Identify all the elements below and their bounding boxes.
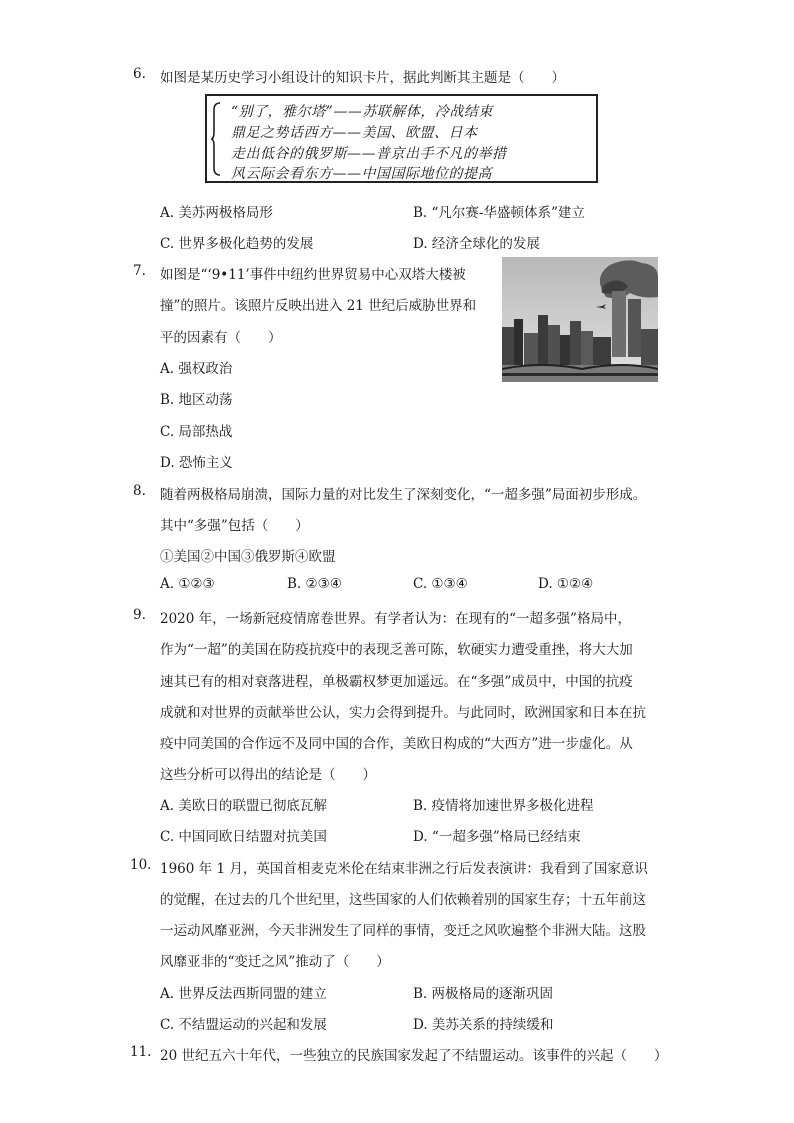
question-8-stem-line-3: ①美国②中国③俄罗斯④欧盟 — [160, 549, 336, 565]
q7-option-b[interactable]: B. 地区动荡 — [160, 392, 233, 408]
card-line-4: 风云际会看东方——中国国际地位的提高 — [231, 166, 492, 182]
q6-option-a[interactable]: A. 美苏两极格局形 — [160, 205, 273, 221]
question-10-stem-line-3: 一运动风靡亚洲，今天非洲发生了同样的事情，变迁之风吹遍整个非洲大陆。这股 — [160, 923, 646, 939]
question-6-number: 6. — [133, 66, 146, 82]
wtc-photo-illustration — [502, 257, 658, 382]
q10-option-c[interactable]: C. 不结盟运动的兴起和发展 — [160, 1017, 327, 1033]
question-9-stem-line-5: 疫中同美国的合作远不及同中国的合作，美欧日构成的“大西方”进一步虚化。从 — [160, 736, 633, 752]
q7-option-d[interactable]: D. 恐怖主义 — [160, 455, 233, 471]
question-7-stem-line-1: 如图是“‘9•11’事件中纽约世界贸易中心双塔大楼被 — [160, 267, 466, 283]
q6-option-d[interactable]: D. 经济全球化的发展 — [413, 236, 540, 252]
question-8-number: 8. — [133, 483, 146, 499]
question-10-stem-line-2: 的觉醒，在过去的几个世纪里，这些国家的人们依赖着别的国家生存；十五年前这 — [160, 892, 646, 908]
card-line-2: 鼎足之势话西方——美国、欧盟、日本 — [231, 125, 478, 141]
question-6-stem: 如图是某历史学习小组设计的知识卡片，据此判断其主题是（ ） — [160, 70, 565, 86]
wtc-photo — [502, 257, 658, 382]
q6-option-b[interactable]: B. “凡尔赛-华盛顿体系”建立 — [413, 205, 585, 221]
q9-option-d[interactable]: D. “一超多强”格局已经结束 — [413, 829, 581, 845]
q6-option-c[interactable]: C. 世界多极化趋势的发展 — [160, 236, 314, 252]
question-7-stem-line-3: 平的因素有（ ） — [160, 330, 282, 346]
q8-option-c[interactable]: C. ①③④ — [413, 576, 468, 592]
question-7-number: 7. — [133, 263, 146, 279]
q7-option-a[interactable]: A. 强权政治 — [160, 361, 233, 377]
q10-option-b[interactable]: B. 两极格局的逐渐巩固 — [413, 986, 554, 1002]
q10-option-d[interactable]: D. 美苏关系的持续缓和 — [413, 1017, 554, 1033]
question-7-stem-line-2: 撞”的照片。该照片反映出进入 21 世纪后威胁世界和 — [160, 298, 477, 314]
q10-option-a[interactable]: A. 世界反法西斯同盟的建立 — [160, 986, 327, 1002]
question-10-number: 10. — [130, 857, 152, 873]
q8-option-a[interactable]: A. ①②③ — [160, 576, 215, 592]
question-9-stem-line-4: 成就和对世界的贡献举世公认，实力会得到提升。与此同时，欧洲国家和日本在抗 — [160, 705, 646, 721]
question-9-number: 9. — [133, 607, 146, 623]
question-11-stem: 20 世纪五六十年代，一些独立的民族国家发起了不结盟运动。该事件的兴起（ ） — [160, 1048, 668, 1064]
question-8-stem-line-1: 随着两极格局崩溃，国际力量的对比发生了深刻变化，“一超多强”局面初步形成。 — [160, 487, 647, 503]
q8-option-d[interactable]: D. ①②④ — [538, 576, 594, 592]
question-10-stem-line-1: 1960 年 1 月，英国首相麦克米伦在结束非洲之行后发表演讲：我看到了国家意识 — [160, 861, 648, 877]
card-line-3: 走出低谷的俄罗斯——普京出手不凡的举措 — [231, 146, 507, 162]
question-9-stem-line-2: 作为“一超”的美国在防疫抗疫中的表现乏善可陈，软硬实力遭受重挫，将大大加 — [160, 642, 633, 658]
card-line-1: “别了，雅尔塔”——苏联解体，冷战结束 — [231, 104, 493, 120]
question-10-stem-line-4: 风靡亚非的“变迁之风”推动了（ ） — [160, 954, 390, 970]
question-9-stem-line-3: 速其已有的相对衰落进程，单极霸权梦更加遥远。在“多强”成员中，中国的抗疫 — [160, 674, 633, 690]
question-11-number: 11. — [130, 1044, 152, 1060]
question-8-stem-line-2: 其中“多强”包括（ ） — [160, 518, 309, 534]
q9-option-a[interactable]: A. 美欧日的联盟已彻底瓦解 — [160, 798, 327, 814]
q9-option-c[interactable]: C. 中国同欧日结盟对抗美国 — [160, 829, 327, 845]
brace-icon — [211, 102, 221, 176]
q8-option-b[interactable]: B. ②③④ — [287, 576, 342, 592]
q9-option-b[interactable]: B. 疫情将加速世界多极化进程 — [413, 798, 594, 814]
q7-option-c[interactable]: C. 局部热战 — [160, 424, 233, 440]
question-9-stem-line-6: 这些分析可以得出的结论是（ ） — [160, 767, 376, 783]
knowledge-card — [205, 94, 598, 183]
question-9-stem-line-1: 2020 年，一场新冠疫情席卷世界。有学者认为：在现有的“一超多强”格局中， — [160, 611, 631, 627]
